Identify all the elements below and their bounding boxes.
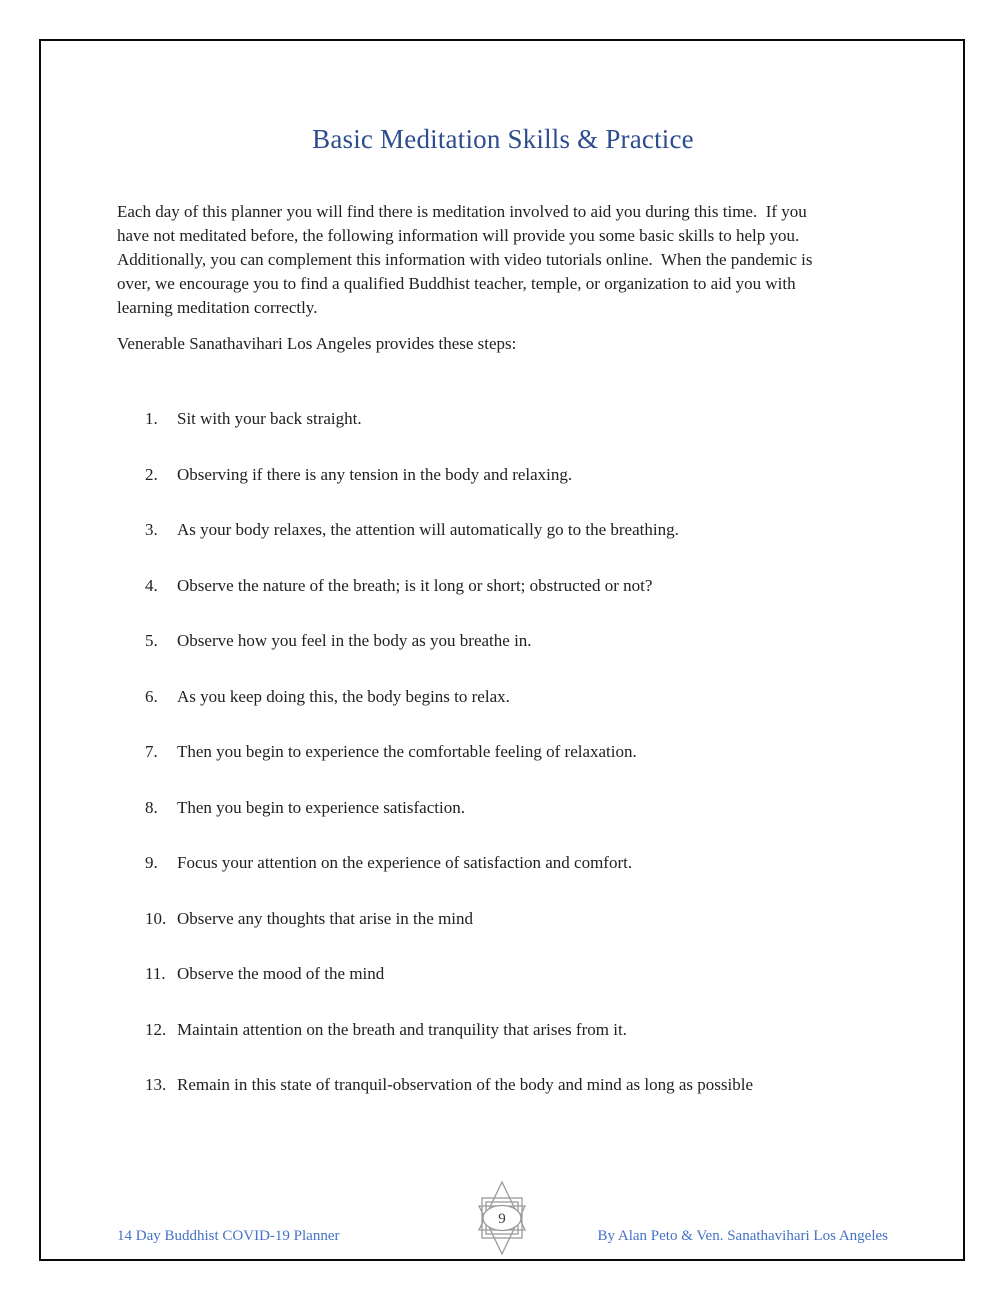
step-text: Then you begin to experience satisfaction. — [177, 797, 465, 817]
step-item — [145, 407, 889, 431]
step-number: 13. — [145, 1075, 167, 1094]
step-item — [145, 1018, 889, 1042]
step-number: 7. — [145, 742, 158, 761]
step-item — [145, 962, 889, 986]
step-item — [145, 851, 889, 875]
footer-left-text: 14 Day Buddhist COVID-19 Planner — [117, 1228, 340, 1244]
step-text: Observe any thoughts that arise in the mind — [177, 908, 474, 928]
steps-intro: Venerable Sanathavihari Los Angeles provides these steps: — [117, 334, 517, 353]
intro-line: have not meditated before, the following information will provide you some basic skills to help you. — [117, 226, 800, 245]
step-item — [145, 1073, 889, 1097]
step-number: 12. — [145, 1019, 167, 1039]
step-text: Sit with your back straight. — [177, 409, 362, 428]
step-text: Observe the nature of the breath; is it long or short; obstructed or not? — [177, 575, 653, 595]
step-text: Focus your attention on the experience of satisfaction and comfort. — [177, 853, 633, 872]
step-number: 1. — [145, 409, 158, 428]
step-number: 3. — [145, 520, 158, 539]
step-item — [145, 740, 889, 764]
step-item — [145, 629, 889, 653]
mandala-ornament-icon — [473, 1180, 531, 1256]
step-item — [145, 574, 889, 598]
intro-paragraph — [117, 200, 889, 320]
step-item — [145, 796, 889, 820]
step-number: 2. — [145, 464, 158, 484]
step-item — [145, 907, 889, 931]
step-number: 5. — [145, 631, 158, 650]
step-text: Maintain attention on the breath and tranquility that arises from it. — [177, 1019, 627, 1039]
step-number: 6. — [145, 686, 158, 706]
page-border — [39, 39, 965, 1261]
step-item — [145, 518, 889, 542]
step-number: 4. — [145, 575, 158, 595]
step-number: 11. — [145, 964, 166, 983]
intro-line: Additionally, you can complement this information with video tutorials online. When the pandemic is — [117, 250, 813, 269]
step-text: Observe the mood of the mind — [177, 964, 385, 983]
intro-line: learning meditation correctly. — [117, 298, 318, 317]
step-text: Observe how you feel in the body as you breathe in. — [177, 631, 532, 650]
page-content — [41, 41, 963, 1259]
step-text: Then you begin to experience the comfortable feeling of relaxation. — [177, 742, 637, 761]
step-number: 10. — [145, 908, 167, 928]
step-text: Remain in this state of tranquil-observation of the body and mind as long as possible — [177, 1075, 754, 1094]
step-text: As your body relaxes, the attention will automatically go to the breathing. — [177, 520, 679, 539]
footer-right-text: By Alan Peto & Ven. Sanathavihari Los Angeles — [597, 1228, 888, 1244]
page-number: 9 — [498, 1211, 506, 1227]
step-number: 8. — [145, 797, 158, 817]
step-number: 9. — [145, 853, 158, 872]
step-item — [145, 685, 889, 709]
step-text: As you keep doing this, the body begins to relax. — [177, 686, 510, 706]
page-number-ornament — [473, 1180, 531, 1256]
step-text: Observing if there is any tension in the body and relaxing. — [177, 464, 573, 484]
steps-list — [145, 407, 889, 1097]
step-item — [145, 463, 889, 487]
intro-line: over, we encourage you to find a qualified Buddhist teacher, temple, or organization to aid you with — [117, 274, 796, 293]
intro-line: Each day of this planner you will find there is meditation involved to aid you during this time. If you — [117, 202, 807, 221]
page-title: Basic Meditation Skills & Practice — [312, 124, 694, 154]
